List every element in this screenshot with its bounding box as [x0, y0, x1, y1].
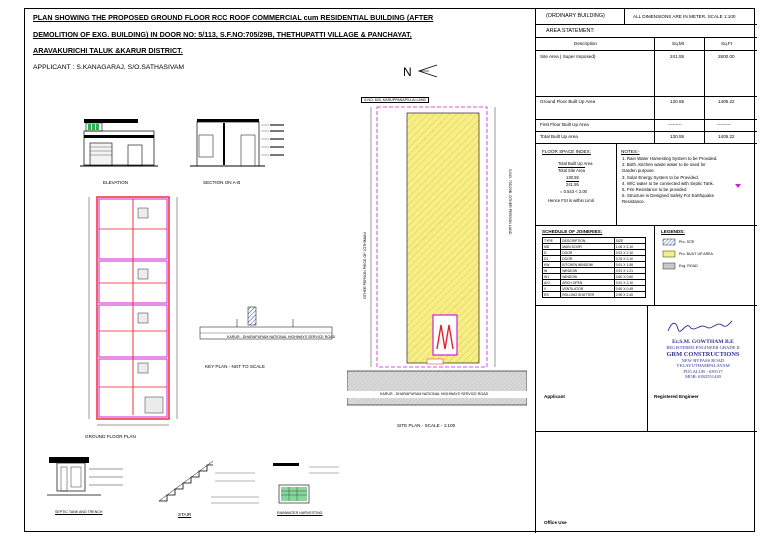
- engineer-stamp: [656, 339, 750, 379]
- fsi-note: Hence FSI is within Limit: [548, 198, 594, 203]
- site-area-sqft: 2600.00: [718, 54, 735, 59]
- ff-area-label: First Floor Built Up Area: [540, 122, 589, 127]
- title-panel: [535, 9, 757, 533]
- fsi-heading: FLOOR SPACE INDEX:: [542, 149, 591, 154]
- site-area-row: [536, 50, 757, 97]
- joinery-cell: WINDOW: [561, 274, 615, 280]
- joinery-header-cell: DESCRIPTION: [561, 238, 615, 244]
- col-description: Description: [574, 41, 597, 46]
- total-area-label: Total Built Up Area: [540, 134, 578, 139]
- fsi-line-2: Total Site Area: [558, 168, 586, 173]
- stamp-line: Er.S.M. GOWTHAM B.E: [672, 339, 734, 345]
- total-area-sqm: 130.55: [670, 134, 685, 139]
- legends-heading: LEGENDS:: [661, 229, 685, 234]
- legend-road: Exg. ROAD: [679, 264, 698, 268]
- joinery-cell: V: [543, 286, 561, 292]
- joinery-cell: 0.60 X 0.60: [614, 274, 645, 280]
- joinery-cell: 0.91 X 1.06: [614, 262, 645, 268]
- joinery-table: [542, 237, 646, 298]
- joinery-legend-row: [536, 225, 757, 306]
- notes-heading: NOTES:-: [621, 149, 640, 154]
- site-north-label: S.NO: 643, KARUPPANAPILLAI LAND: [361, 97, 429, 103]
- note-line: 3. Solar Energy System to be Provided.: [622, 174, 699, 180]
- fsi-result: = 0.543 < 2.00: [560, 189, 588, 194]
- key-plan-road-label: KARUR - DHARAPURAM NATIONAL HIGHWAYS SERVICE ROAD: [227, 335, 336, 339]
- note-line: 4. W/C water to be connected with Septic Tank.: [622, 180, 714, 186]
- joinery-heading: SCHEDULE OF JOINERIES:: [542, 229, 603, 234]
- stamp-line: NEW BYPASS ROAD: [681, 358, 725, 364]
- key-plan: [197, 301, 337, 357]
- rainwater-drawing: [269, 457, 345, 509]
- stamp-line: VELAYUTHAMPALAYAM: [676, 363, 730, 369]
- fsi-notes-row: [536, 143, 757, 226]
- gf-area-label: Ground Floor Built Up Area: [540, 99, 596, 104]
- applicant-label: Applicant: [544, 394, 565, 399]
- site-south-road-label: KARUR - DHARAPURAM NATIONAL HIGHWAYS SERVICE ROAD: [380, 392, 489, 396]
- office-use-label: Office Use: [544, 520, 567, 525]
- panel-header-row: [536, 9, 757, 25]
- site-plan: [347, 103, 527, 423]
- fsi-denominator: 241.55: [566, 182, 579, 187]
- drawing-sheet: [24, 8, 755, 532]
- gf-area-row: [536, 96, 757, 120]
- elevation-label: ELEVATION: [103, 180, 129, 185]
- fsi-line-1: Total Built Up Area: [558, 161, 593, 166]
- site-area-label: Site Area ( Super Imposed): [540, 54, 596, 59]
- legend-swatches: [662, 238, 676, 272]
- joinery-cell: RS: [543, 292, 561, 298]
- joinery-cell: VENTILATOR: [561, 286, 615, 292]
- ground-floor-label: GROUND FLOOR PLAN: [85, 434, 136, 439]
- joinery-cell: 1.06 X 2.10: [614, 244, 645, 250]
- joinery-cell: DOOR: [561, 256, 615, 262]
- joinery-header-cell: SIZE: [614, 238, 645, 244]
- fsi-numerator: 130.55: [566, 175, 579, 180]
- key-plan-label: KEY PLAN - NOT TO SCALE: [205, 364, 265, 369]
- signature-row: [536, 305, 757, 432]
- fire-resistance-marker-icon: [734, 183, 742, 189]
- engineer-label: Registered Engineer: [654, 394, 699, 399]
- total-area-sqft: 1405.22: [718, 134, 735, 139]
- site-east-label: S.NO: 705/29B, OTHER PERSON LAND: [508, 169, 512, 235]
- col-sqm: Sq.Mt: [672, 41, 684, 46]
- area-statement-label: AREA STATEMENT:: [546, 28, 595, 34]
- stair-drawing: [155, 457, 265, 509]
- north-label: N: [403, 65, 412, 79]
- stair-label: STAIR: [178, 512, 192, 517]
- septic-label: SEPTIC TANK AND TRENCH: [55, 510, 103, 514]
- joinery-cell: 0.91 X 2.10: [614, 280, 645, 286]
- stamp-line: REGISTERED ENGINEER GRADE II: [666, 345, 740, 351]
- joinery-cell: DOOR: [561, 250, 615, 256]
- joinery-cell: W: [543, 268, 561, 274]
- joinery-cell: A/O: [543, 280, 561, 286]
- ground-floor-plan: [83, 193, 183, 431]
- joinery-header-cell: TYPE: [543, 238, 561, 244]
- title-line-1: PLAN SHOWING THE PROPOSED GROUND FLOOR RCC ROOF COMMERCIAL cum RESIDENTIAL BUILDING (AFTER: [33, 13, 434, 22]
- title-line-3: ARAVAKURICHI TALUK &KARUR DISTRICT.: [33, 46, 183, 55]
- col-sqft: Sq.Ft: [721, 41, 732, 46]
- joinery-cell: MD: [543, 244, 561, 250]
- joinery-cell: ARCH OPEN: [561, 280, 615, 286]
- north-arrow-icon: [416, 63, 438, 79]
- stamp-line: PUGALUR - 639117: [683, 368, 723, 374]
- site-plan-label: SITE PLAN - SCALE - 1:100: [397, 423, 456, 428]
- site-west-label: OTHER PERSON PIECE OF JOTHIMANI: [363, 232, 367, 299]
- ff-area-sqm: ---------: [668, 122, 682, 127]
- area-header-row: [536, 37, 757, 51]
- legend-builtup: Pro. BUILT UP AREA: [679, 252, 713, 256]
- dimensions-note: ALL DIMENSIONS ARE IN METER. SCALE 1:100: [633, 14, 736, 19]
- site-area-sqm: 241.55: [670, 54, 685, 59]
- legend-site: Pro. SITE: [679, 240, 695, 244]
- joinery-cell: 0.91 X 2.10: [614, 250, 645, 256]
- joinery-cell: 0.60 X 0.45: [614, 286, 645, 292]
- septic-tank-drawing: [43, 453, 135, 509]
- applicant-line: APPLICANT : S.KANAGARAJ, S/O.SATHASIVAM: [33, 64, 185, 71]
- joinery-row: [543, 292, 646, 298]
- engineer-signature: [664, 317, 734, 337]
- joinery-cell: KITCHEN WINDOW: [561, 262, 615, 268]
- joinery-cell: D1: [543, 256, 561, 262]
- rainwater-label: RAINWATER HARVESTING: [277, 511, 323, 515]
- elevation-drawing: [80, 109, 160, 177]
- ordinary-building-label: (ORDINARY BUILDING): [546, 13, 605, 19]
- joinery-cell: WINDOW: [561, 268, 615, 274]
- section-label: SECTION ON A-B: [203, 180, 241, 185]
- gf-area-sqm: 130.55: [670, 99, 685, 104]
- ff-area-sqft: ---------: [717, 122, 731, 127]
- title-line-2: DEMOLITION OF EXG. BUILDING) IN DOOR NO: 5/113, S.F.NO:705/29B, THETHUPATTI VILLAGE & PANCHAYAT,: [33, 30, 412, 39]
- joinery-cell: MAIN DOOR: [561, 244, 615, 250]
- area-statement-row: [536, 24, 757, 38]
- stamp-line: MOB: 6382551449: [685, 373, 721, 379]
- joinery-cell: 0.91 X 1.21: [614, 268, 645, 274]
- section-drawing: [185, 109, 290, 177]
- note-line: Resistance.: [622, 199, 645, 205]
- joinery-cell: W1: [543, 274, 561, 280]
- joinery-cell: 0.76 X 2.10: [614, 256, 645, 262]
- joinery-cell: ROLLING SHUTTER: [561, 292, 615, 298]
- note-line: 1. Rain Water Harvesting System to be Provided.: [622, 156, 718, 161]
- note-line: 6. Structure is Designed Safety For Earthquake: [622, 193, 715, 199]
- note-line: 2. Both .Kitchen waste water to be used for: [622, 162, 706, 168]
- joinery-cell: KW: [543, 262, 561, 268]
- gf-area-sqft: 1405.22: [718, 99, 735, 104]
- joinery-cell: D: [543, 250, 561, 256]
- note-line: 5. Fire Resistance to be provided: [622, 187, 687, 192]
- stamp-line: GRM CONSTRUCTIONS: [666, 350, 740, 358]
- joinery-cell: 2.95 X 2.40: [614, 292, 645, 298]
- note-line: Garden purpose.: [622, 168, 655, 174]
